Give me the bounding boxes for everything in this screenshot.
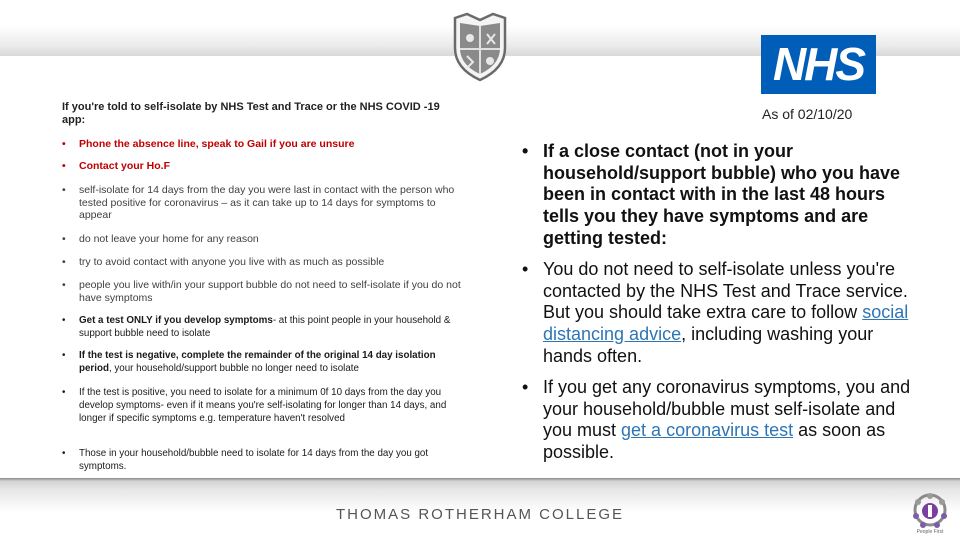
bullet: • xyxy=(62,256,66,268)
list-item-bold-text: Get a test ONLY if you develop symptoms xyxy=(79,315,273,326)
bullet: • xyxy=(62,315,66,326)
list-item xyxy=(62,138,462,151)
date-note: As of 02/10/20 xyxy=(762,106,853,122)
bullet: • xyxy=(62,387,66,398)
social-distancing-advice-link[interactable]: social distancing advice xyxy=(543,302,909,345)
list-item xyxy=(62,386,462,425)
get-coronavirus-test-link[interactable]: get a coronavirus test xyxy=(621,420,794,441)
bullet: • xyxy=(522,377,529,397)
logo-caption: People First xyxy=(916,529,944,535)
bullet: • xyxy=(522,141,529,161)
bullet: • xyxy=(62,448,66,459)
list-item-bold-text: If the test is negative, complete the remainder of the original 14 day isolation period xyxy=(79,350,436,374)
list-item-text: Those in your household/bubble need to isolate for 14 days from the day you got symptoms. xyxy=(79,448,429,472)
bullet: • xyxy=(62,350,66,361)
bullet: • xyxy=(62,160,66,172)
list-item xyxy=(62,448,462,473)
left-heading: If you're told to self-isolate by NHS Test and Trace or the NHS COVID -19 app: xyxy=(62,101,440,126)
list-item-text: Phone the absence line, speak to Gail if you are unsure xyxy=(79,138,355,150)
bullet: • xyxy=(62,138,66,150)
bullet: • xyxy=(62,233,66,245)
list-item-text: try to avoid contact with anyone you live with as much as possible xyxy=(79,256,385,268)
list-item-text: as soon as possible. xyxy=(543,420,886,463)
list-item xyxy=(522,377,922,464)
nhs-logo: NHS xyxy=(761,35,876,94)
list-item-text: do not leave your home for any reason xyxy=(79,233,259,245)
list-item xyxy=(62,279,462,304)
list-item xyxy=(62,160,462,173)
list-item-text: You do not need to self-isolate unless you're contacted by the NHS Test and Trace service. But you should take extra care to follow xyxy=(543,259,908,323)
college-crest-icon xyxy=(449,12,511,82)
list-item-text: If a close contact (not in your household/support bubble) who you have been in contact with in the last 48 hours tells you they have symptoms and are getting tested: xyxy=(543,141,900,248)
list-item xyxy=(62,350,462,375)
list-item xyxy=(62,315,462,340)
list-item-text: - at this point people in your household & support bubble need to isolate xyxy=(79,315,451,339)
list-item xyxy=(62,256,462,269)
bullet: • xyxy=(62,184,66,196)
list-item-text: , including washing your hands often. xyxy=(543,324,874,366)
list-item-text: , your household/support bubble no longer need to isolate xyxy=(108,362,359,374)
list-item xyxy=(62,233,462,246)
college-name: THOMAS ROTHERHAM COLLEGE xyxy=(335,506,625,523)
list-item xyxy=(62,184,462,222)
list-item-text: people you live with/in your support bubble do not need to self-isolate if you do not have symptoms xyxy=(79,279,461,304)
list-item-text: Contact your Ho.F xyxy=(79,160,170,172)
list-item xyxy=(522,259,922,368)
list-item-text: If you get any coronavirus symptoms, you and your household/bubble must self-isolate and you must xyxy=(543,377,911,441)
list-item xyxy=(522,141,922,250)
list-item-text: If the test is positive, you need to isolate for a minimum 0f 10 days from the day you develop symptoms- even if it means you're self-isolating for longer than 14 days, and longer if specific symptoms e.g. temperature haven't resolved xyxy=(79,387,447,424)
bullet: • xyxy=(522,259,529,279)
bullet: • xyxy=(62,279,66,291)
list-item-text: self-isolate for 14 days from the day you were last in contact with the person who tested positive for coronavirus – as it can take up to 14 days for symptoms to appear xyxy=(79,184,455,221)
